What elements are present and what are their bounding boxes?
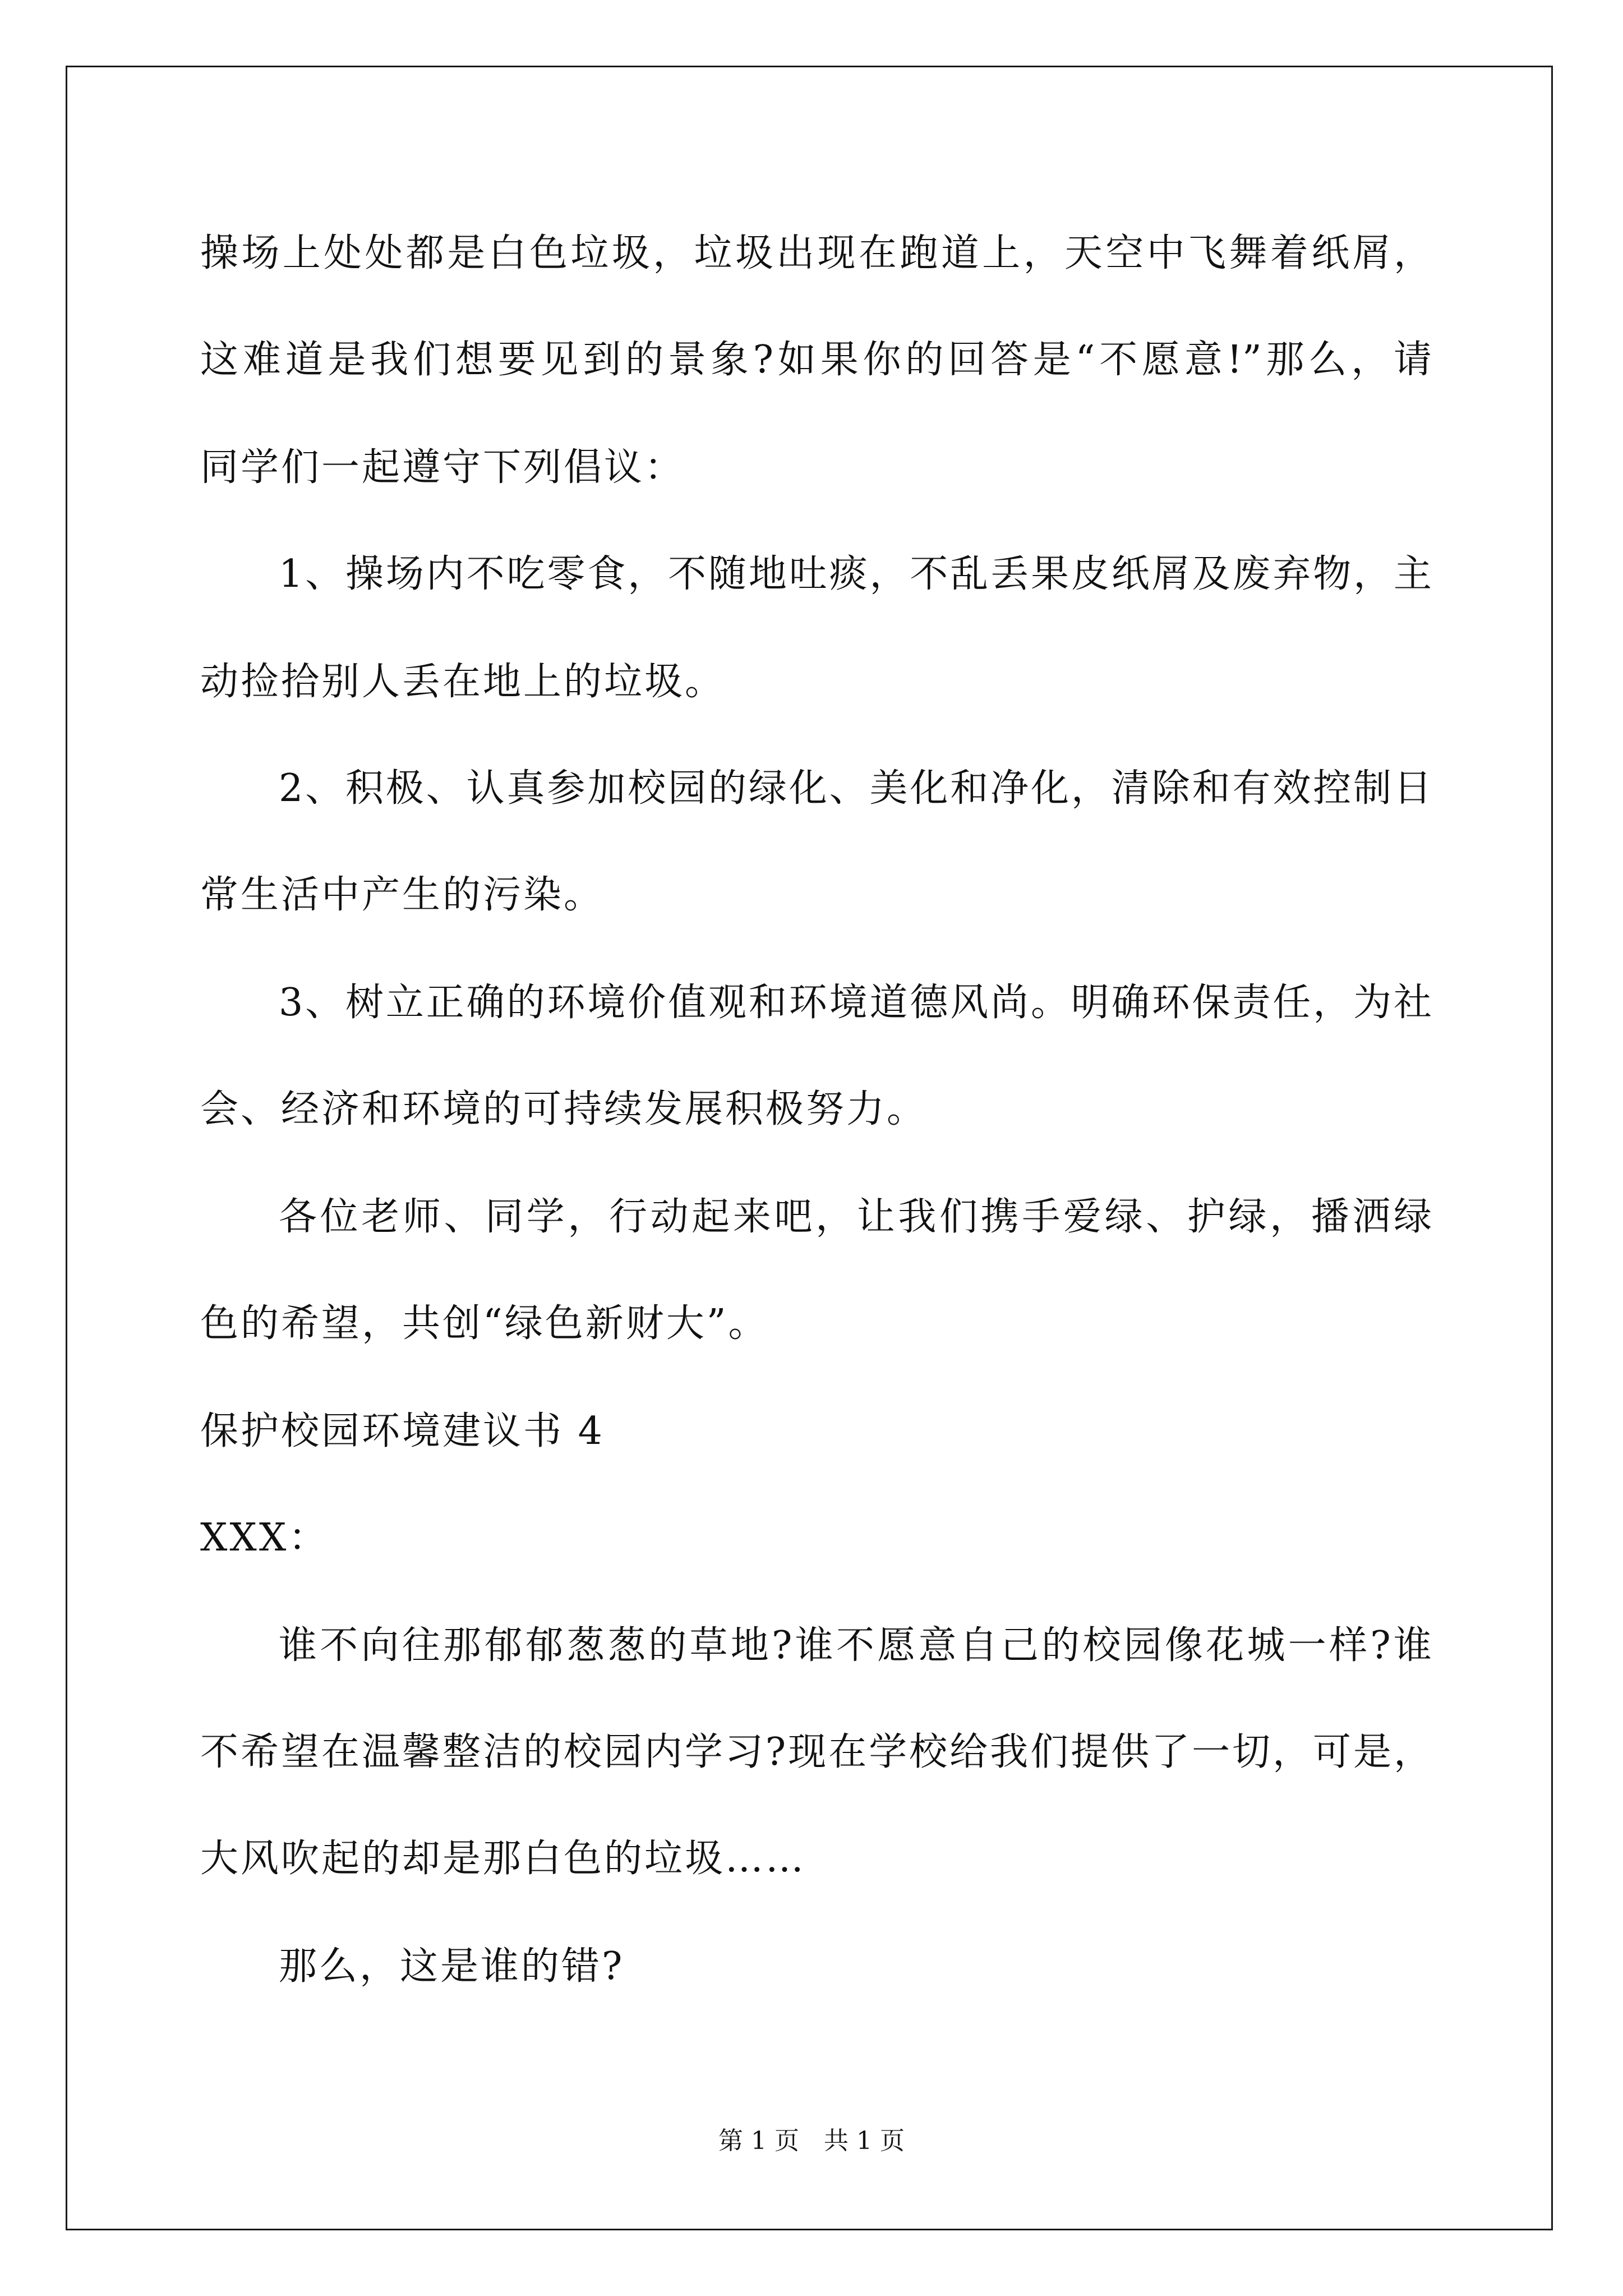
page-footer bbox=[0, 2129, 1623, 2154]
list-item-3: 3、树立正确的环境价值观和环境道德风尚。明确环保责任，为社 bbox=[279, 981, 1432, 1025]
paragraph-line: 那么，这是谁的错? bbox=[279, 1944, 625, 1989]
page-total: 共 1 页 bbox=[824, 2127, 905, 2155]
paragraph-line: 这难道是我们想要见到的景象?如果你的回答是“不愿意!”那么，请 bbox=[200, 338, 1432, 382]
list-item-2: 2、积极、认真参加校园的绿化、美化和净化，清除和有效控制日 bbox=[279, 766, 1432, 811]
list-item-1: 1、操场内不吃零食，不随地吐痰，不乱丢果皮纸屑及废弃物，主 bbox=[279, 552, 1432, 596]
paragraph-line: 动捡拾别人丢在地上的垃圾。 bbox=[200, 660, 726, 704]
section-heading: 保护校园环境建议书 4 bbox=[200, 1409, 605, 1453]
paragraph-line: 各位老师、同学，行动起来吧，让我们携手爱绿、护绿，播洒绿 bbox=[279, 1195, 1432, 1239]
paragraph-line: 大风吹起的却是那白色的垃圾…… bbox=[200, 1837, 806, 1881]
paragraph-line: 不希望在温馨整洁的校园内学习?现在学校给我们提供了一切，可是， bbox=[200, 1730, 1432, 1774]
paragraph-line: 同学们一起遵守下列倡议： bbox=[200, 445, 685, 490]
salutation: XXX： bbox=[200, 1516, 329, 1560]
paragraph-line: 色的希望，共创“绿色新财大”。 bbox=[200, 1301, 769, 1346]
paragraph-line: 谁不向往那郁郁葱葱的草地?谁不愿意自己的校园像花城一样?谁 bbox=[279, 1623, 1432, 1668]
page-border bbox=[66, 66, 1553, 2230]
paragraph-line: 操场上处处都是白色垃圾，垃圾出现在跑道上，天空中飞舞着纸屑， bbox=[200, 231, 1432, 275]
page-number: 第 1 页 bbox=[718, 2127, 799, 2155]
paragraph-line: 会、经济和环境的可持续发展积极努力。 bbox=[200, 1087, 928, 1131]
paragraph-line: 常生活中产生的污染。 bbox=[200, 873, 605, 917]
